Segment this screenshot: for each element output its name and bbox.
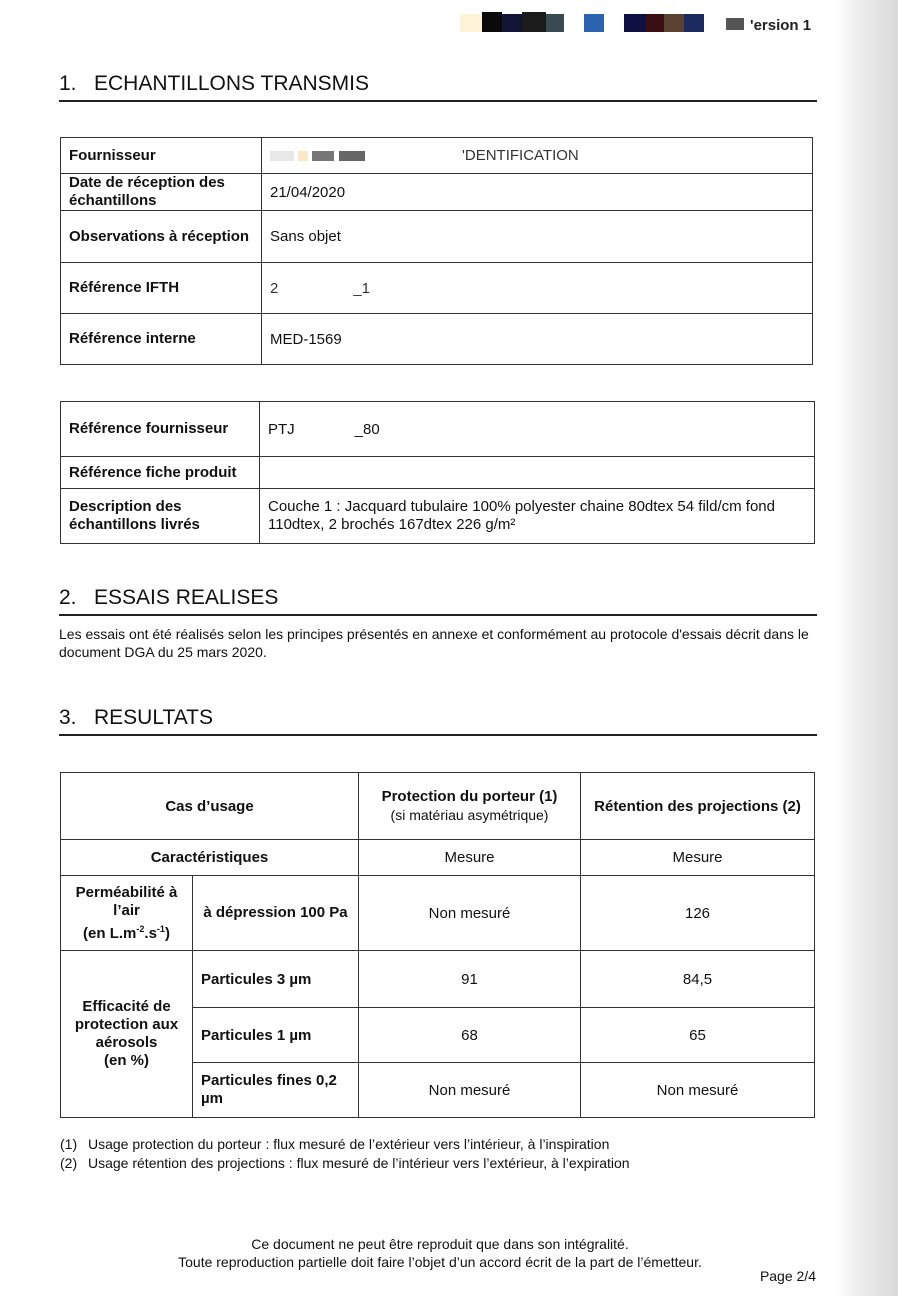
protection-value: 68 xyxy=(359,1008,581,1063)
header-cas-usage: Cas d’usage xyxy=(61,773,359,840)
particle-label: Particules 3 µm xyxy=(193,951,359,1008)
supplier-table xyxy=(60,401,815,544)
table-row xyxy=(61,211,813,263)
permeability-label: Perméabilité à l’air (en $L.m^{-2}.s^{-1}$) xyxy=(61,876,193,951)
section-title-2 xyxy=(59,584,817,616)
footnote: (1) Usage protection du porteur : flux mesuré de l’extérieur vers l’intérieur, à l’inspiration xyxy=(60,1136,610,1152)
section-title-3 xyxy=(59,704,817,736)
row-value xyxy=(260,457,815,489)
permeability-retention-value: 126 xyxy=(581,876,815,951)
table-row xyxy=(61,773,815,840)
table-row xyxy=(61,402,815,457)
redaction-block xyxy=(624,14,646,32)
footer-line: Ce document ne peut être reproduit que dans son intégralité. xyxy=(251,1236,629,1252)
section-title-1 xyxy=(59,70,817,102)
permeability-protection-value: Non mesuré xyxy=(359,876,581,951)
footnote: (2) Usage rétention des projections : flux mesuré de l’intérieur vers l’extérieur, à l’expiration xyxy=(60,1155,630,1171)
table-row xyxy=(61,876,815,951)
table-row xyxy=(61,138,813,174)
header-mesure: Mesure xyxy=(581,840,815,876)
redaction-block xyxy=(726,18,744,30)
section-number: 1. xyxy=(59,72,77,95)
row-label: Description des échantillons livrés xyxy=(61,489,260,544)
table-row xyxy=(61,951,815,1008)
row-label: Référence IFTH xyxy=(61,263,262,314)
tests-paragraph: Les essais ont été réalisés selon les principes présentés en annexe et conformément au protocole d'essais décrit dans le document DGA du 25 mars 2020. xyxy=(59,626,809,660)
retention-value: 65 xyxy=(581,1008,815,1063)
row-value: Couche 1 : Jacquard tubulaire 100% polyester chaine 80dtex 54 fild/cm fond 110dtex, 2 brochés 167dtex 226 g/m² xyxy=(260,489,815,544)
protection-value: Non mesuré xyxy=(359,1063,581,1118)
section-heading: ESSAIS REALISES xyxy=(94,586,279,609)
header-retention: Rétention des projections (2) xyxy=(581,773,815,840)
row-value: MED-1569 xyxy=(262,314,813,365)
header-mesure: Mesure xyxy=(359,840,581,876)
redaction-block xyxy=(502,14,522,32)
version-label: 'ersion 1 xyxy=(750,17,812,34)
table-row xyxy=(61,489,815,544)
section-heading: RESULTATS xyxy=(94,706,214,729)
permeability-condition: à dépression 100 Pa xyxy=(193,876,359,951)
page-edge-shadow xyxy=(836,0,898,1296)
document-header xyxy=(460,12,820,38)
redaction-block xyxy=(522,12,546,32)
redaction-block xyxy=(584,14,604,32)
redaction-block xyxy=(684,14,704,32)
header-caracteristiques: Caractéristiques xyxy=(61,840,359,876)
section-number: 3. xyxy=(59,706,77,729)
header-protection: Protection du porteur (1) (si matériau asymétrique) xyxy=(359,773,581,840)
table-row xyxy=(61,314,813,365)
row-label: Référence interne xyxy=(61,314,262,365)
row-label: Référence fiche produit xyxy=(61,457,260,489)
row-label: Observations à réception xyxy=(61,211,262,263)
protection-value: 91 xyxy=(359,951,581,1008)
row-value: PTJ _80 xyxy=(260,402,815,457)
document-footer xyxy=(120,1235,760,1271)
efficiency-label: Efficacité de protection aux aérosols (en %) xyxy=(61,951,193,1118)
row-value: 'DENTIFICATION xyxy=(262,138,813,174)
retention-value: Non mesuré xyxy=(581,1063,815,1118)
section-heading: ECHANTILLONS TRANSMIS xyxy=(94,72,369,95)
row-label: Fournisseur xyxy=(61,138,262,174)
particle-label: Particules fines 0,2 µm xyxy=(193,1063,359,1118)
table-row xyxy=(61,263,813,314)
table-row xyxy=(61,174,813,211)
redaction-block xyxy=(664,14,684,32)
particle-label: Particules 1 µm xyxy=(193,1008,359,1063)
page-number: Page 2/4 xyxy=(759,1268,816,1284)
row-value: Sans objet xyxy=(262,211,813,263)
row-label: Référence fournisseur xyxy=(61,402,260,457)
redaction-block xyxy=(482,12,502,32)
row-label: Date de réception des échantillons xyxy=(61,174,262,211)
redaction-block xyxy=(646,14,664,32)
table-row xyxy=(61,840,815,876)
section-number: 2. xyxy=(59,586,77,609)
results-table xyxy=(60,772,815,1118)
redaction-block xyxy=(546,14,564,32)
samples-table xyxy=(60,137,813,365)
table-row xyxy=(61,457,815,489)
footer-line: Toute reproduction partielle doit faire l’objet d’un accord écrit de la part de l’émetteur. xyxy=(178,1254,702,1270)
row-value: 21/04/2020 xyxy=(262,174,813,211)
row-value: 2 _1 xyxy=(262,263,813,314)
redaction-block xyxy=(460,14,482,32)
retention-value: 84,5 xyxy=(581,951,815,1008)
footnotes xyxy=(60,1135,630,1173)
